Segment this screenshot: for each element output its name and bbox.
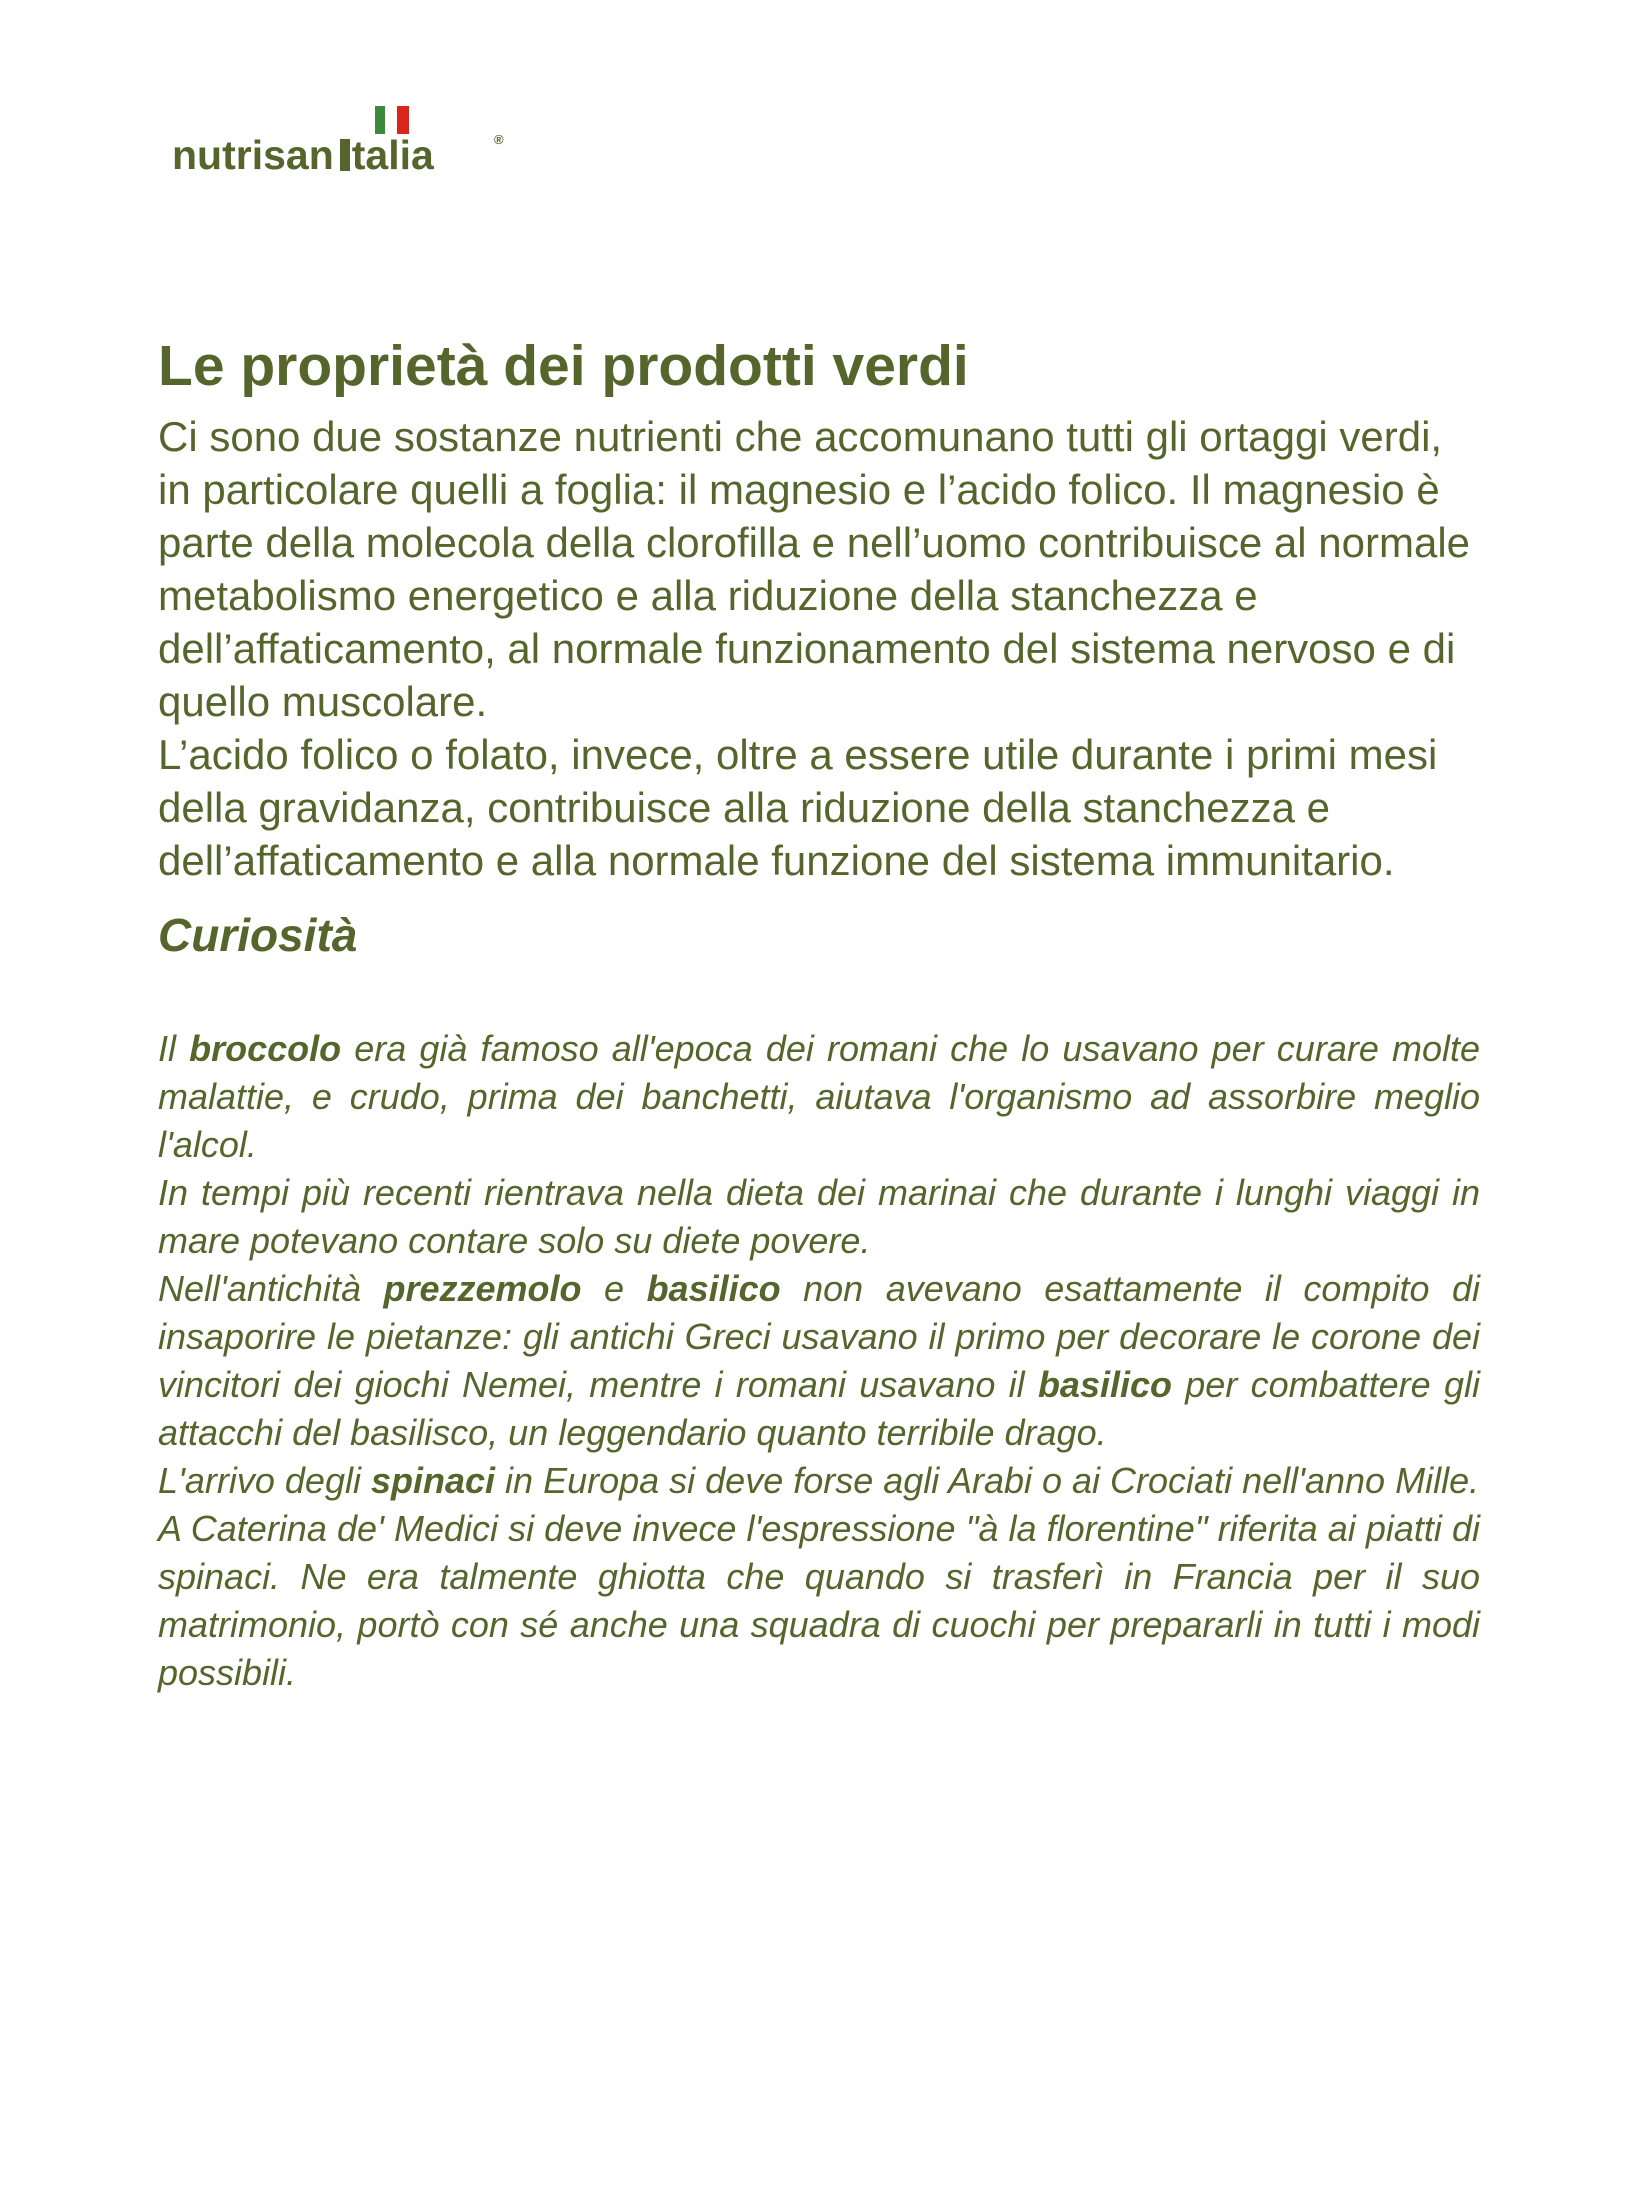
brand-name: nutrisan talia [172, 132, 434, 178]
curiosita-paragraph: L'arrivo degli spinaci in Europa si deve forse agli Arabi o ai Crociati nell'anno Mille. [158, 1460, 1480, 1501]
keyword-basilico: basilico [1037, 1364, 1172, 1405]
keyword-broccolo: broccolo [189, 1028, 342, 1069]
curiosita-paragraph: Nell'antichità prezzemolo e basilico non avevano esattamente il compito di insaporire le pietanze: gli antichi Greci usavano il primo per decorare le corone dei vincitori dei giochi Nemei, mentre i romani usavano il basilico per combattere gli attacchi del basilisco, un leggendario quanto terribile drago. [158, 1268, 1480, 1453]
intro-paragraph: Ci sono due sostanze nutrienti che accomunano tutti gli ortaggi verdi, in particolare quelli a foglia: il magnesio e l’acido folico. Il magnesio è parte della molecola della clorofilla e nell’uomo contribuisce al normale metabolismo energetico e alla riduzione della stanchezza e dell’affaticamento, al normale funzionamento del sistema nervoso e di quello muscolare. [158, 413, 1471, 725]
curiosita-paragraph: A Caterina de' Medici si deve invece l'espressione "à la florentine" riferita ai piatti di spinaci. Ne era talmente ghiotta che quando si trasferì in Francia per il suo matrimonio, portò con sé anche una squadra di cuochi per prepararli in tutti i modi possibili. [158, 1508, 1480, 1693]
article [158, 330, 1480, 1697]
keyword-basilico: basilico [646, 1268, 781, 1309]
italian-flag-icon [375, 106, 409, 134]
page-title: Le proprietà dei prodotti verdi [158, 334, 969, 398]
section-heading-curiosita: Curiosità [158, 909, 358, 961]
keyword-spinaci: spinaci [370, 1460, 496, 1501]
curiosita-paragraph: Il broccolo era già famoso all'epoca dei romani che lo usavano per curare molte malattie, e crudo, prima dei banchetti, aiutava l'organismo ad assorbire meglio l'alcol. [158, 1028, 1480, 1165]
curiosita-text [158, 1025, 1480, 1697]
registered-mark: ® [494, 132, 504, 147]
keyword-prezzemolo: prezzemolo [383, 1268, 582, 1309]
intro-text [158, 410, 1476, 887]
intro-paragraph: L’acido folico o folato, invece, oltre a essere utile durante i primi mesi della gravidanza, contribuisce alla riduzione della stanchezza e dell’affaticamento e alla normale funzione del sistema immunitario. [158, 731, 1438, 884]
curiosita-paragraph: In tempi più recenti rientrava nella dieta dei marinai che durante i lunghi viaggi in mare potevano contare solo su diete povere. [158, 1172, 1480, 1261]
